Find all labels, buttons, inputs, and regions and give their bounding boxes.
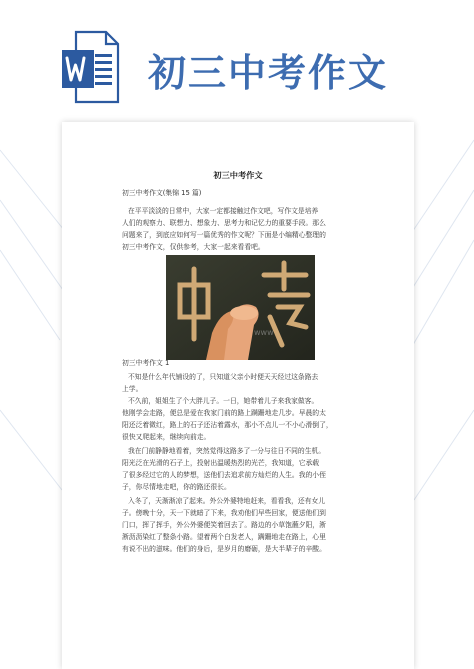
photo-hands-zhongkao <box>166 255 315 360</box>
body-line: 很快又爬起来，继续向前走。 <box>122 433 211 441</box>
document-page <box>62 122 414 669</box>
article-photo <box>166 255 315 360</box>
word-document-icon <box>62 30 120 104</box>
intro-line: 问题来了，到底应如何写一篇优秀的作文呢？下面是小编精心整理的 <box>122 231 326 239</box>
body-line: 子，你尽情地走吧，你的路还很长。 <box>122 483 231 491</box>
body-line: 门口，挥了挥手，外公外婆便笑着回去了。路边的小草饱蘸夕阳，淅 <box>122 521 326 529</box>
body-line: 我在门前静静地看着，突然觉得这路多了一分与往日不同的生机。 <box>128 447 326 455</box>
intro-line: 人们的观察力、联想力、想象力、思考力和记忆力的重要手段。那么 <box>122 219 326 227</box>
document-title: 初三中考作文 <box>213 170 263 180</box>
body-line: 上学。 <box>122 385 143 393</box>
document-subtitle: 初三中考作文(集锦 15 篇) <box>122 189 202 197</box>
body-line: 不久前，姐姐生了个大胖儿子。一日，她带着儿子来我家做客。 <box>128 397 319 405</box>
svg-text:www: www <box>254 328 274 337</box>
header-banner <box>0 0 474 118</box>
header-title: 初三中考作文 <box>148 51 389 95</box>
body-line: 入冬了，天渐渐凉了起来。外公外婆特地赶来，看看我，还有女儿 <box>128 497 326 505</box>
body-line: 阳光泛在光滑的石子上，投射出温暖热烈的光芒，我知道，它承载 <box>122 459 320 467</box>
intro-line: 在平平淡淡的日常中，大家一定都接触过作文吧，写作文是培养 <box>128 207 319 215</box>
body-line: 阳还泛着微红，路上的石子还沾着露水，那小不点儿一不小心滑倒了， <box>122 421 333 429</box>
body-line: 不知是什么年代铺设的了，只知道父亲小时便天天经过这条路去 <box>128 373 319 381</box>
intro-line: 初三中考作文，仅供参考，大家一起来看看吧。 <box>122 243 265 251</box>
body-line: 有说不出的滋味。他们的身后，是岁月的磨砺，是大半辈子的辛酸。 <box>122 545 326 553</box>
body-line: 了很多经过它的人的梦想，送他们去追求前方灿烂的人生。我的小侄 <box>122 471 326 479</box>
body-line: 他刚学会走路，便总是爱在我家门前的路上蹒跚地走几步。早晨的太 <box>122 409 326 417</box>
body-line: 子。傍晚十分，天一下就暗了下来，我劝他们早些回家，便送他们到 <box>122 509 326 517</box>
body-line: 淅沥沥染红了整条小路。望着两个白发老人，蹒跚地走在路上，心里 <box>122 533 326 541</box>
section-title: 初三中考作文 1 <box>122 359 170 367</box>
